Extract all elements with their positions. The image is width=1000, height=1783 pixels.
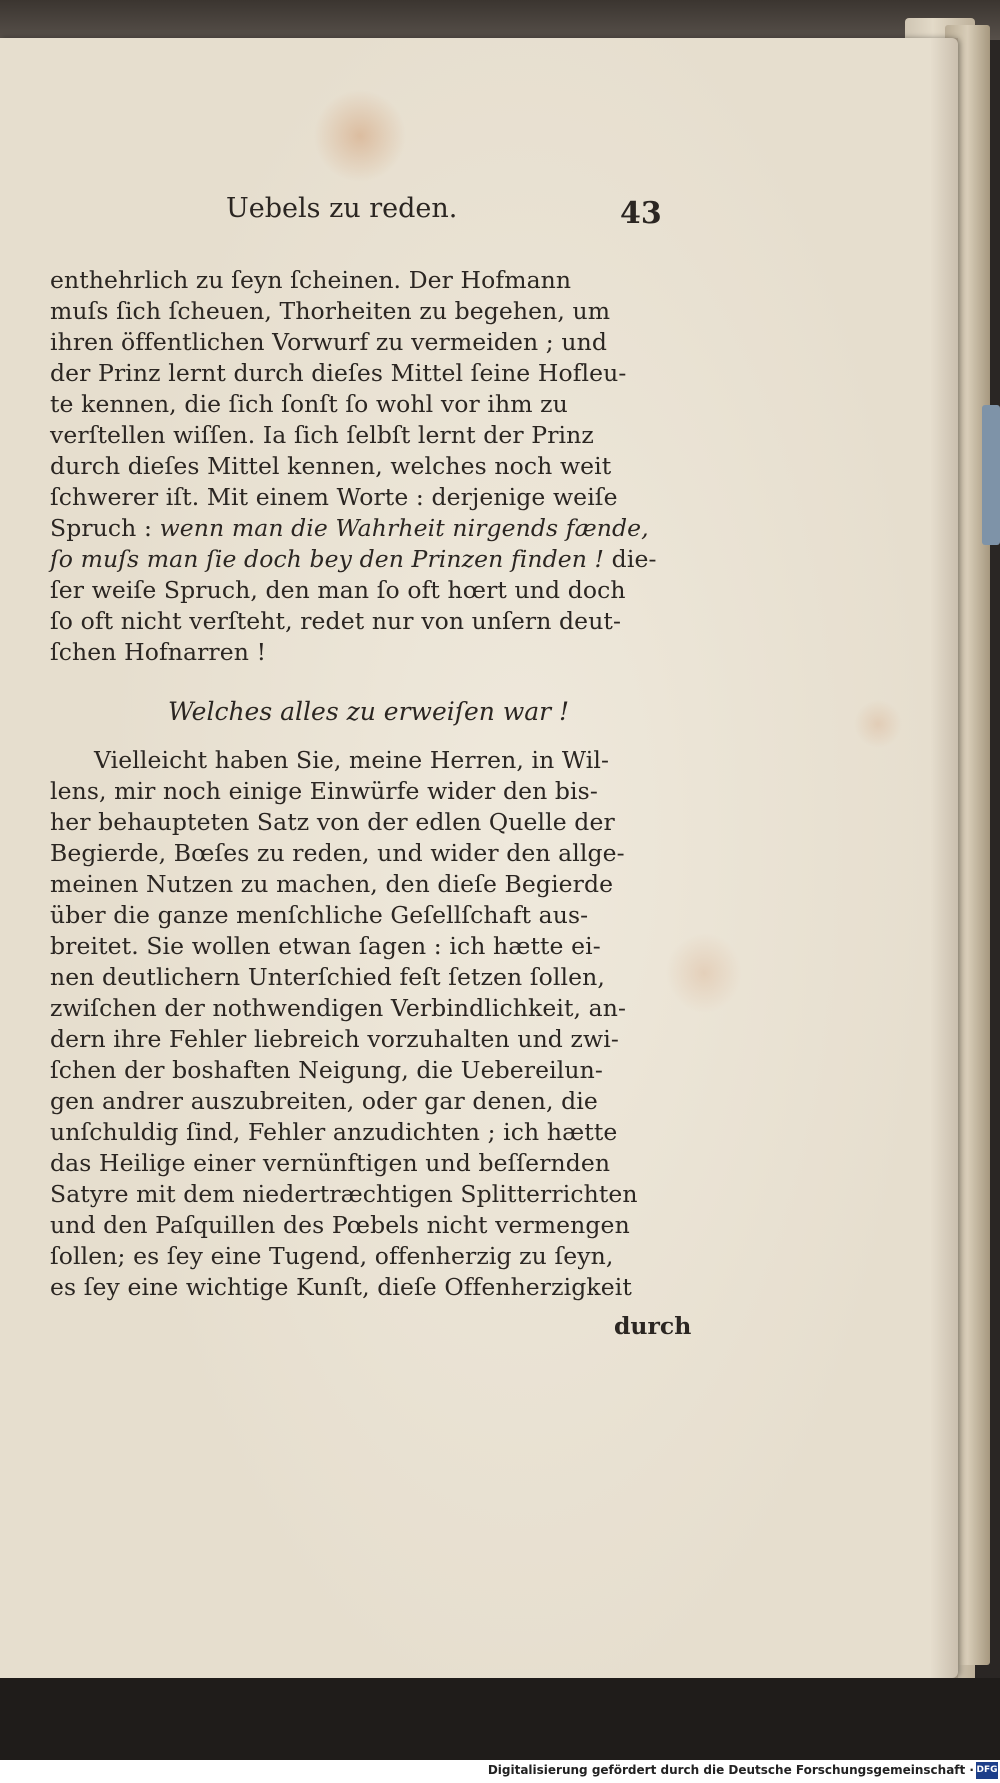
italic-quote: wenn man die Wahrheit nirgends fænde, — [159, 514, 649, 542]
background-top — [0, 0, 1000, 40]
binding-fragment — [982, 405, 1000, 545]
text-line: verſtellen wiſſen. Ia ſich ſelbſt lernt der Prinz — [50, 421, 594, 449]
text-line: breitet. Sie wollen etwan ſagen : ich hætte ei- — [50, 932, 601, 960]
text-line: Vielleicht haben Sie, meine Herren, in Wil- — [94, 746, 610, 774]
text-line: Satyre mit dem niedertræchtigen Splitterrichten — [50, 1180, 638, 1208]
text-line: Begierde, Bœſes zu reden, und wider den allge- — [50, 839, 625, 867]
text-line: über die ganze menſchliche Geſellſchaft aus- — [50, 901, 589, 929]
catchword: durch — [614, 1312, 692, 1340]
text-line: dern ihre Fehler liebreich vorzuhalten und zwi- — [50, 1025, 619, 1053]
text-run: Spruch : — [50, 514, 160, 542]
text-line: ſer weiſe Spruch, den man ſo oft hœrt und doch — [50, 576, 626, 604]
text-line: unſchuldig ſind, Fehler anzudichten ; ich hætte — [50, 1118, 618, 1146]
text-line: ſollen; es ſey eine Tugend, offenherzig zu ſeyn, — [50, 1242, 614, 1270]
text-line: es ſey eine wichtige Kunſt, dieſe Offenherzigkeit — [50, 1273, 632, 1301]
text-line: ſo oft nicht verſteht, redet nur von unſern deut- — [50, 607, 622, 635]
footer-credit: Digitalisierung gefördert durch die Deutsche Forschungsgemeinschaft · — [487, 1763, 974, 1777]
text-run: die- — [604, 545, 657, 573]
page-shadow — [930, 38, 958, 1678]
text-line: her behaupteten Satz von der edlen Quelle der — [50, 808, 615, 836]
text-line — [50, 514, 649, 542]
text-line: muſs ſich ſcheuen, Thorheiten zu begehen, um — [50, 297, 611, 325]
text-line: das Heilige einer vernünftigen und beſſernden — [50, 1149, 611, 1177]
italic-quote: ſo muſs man ſie doch bey den Prinzen finden ! — [50, 545, 605, 573]
text-line: zwiſchen der nothwendigen Verbindlichkeit, an- — [50, 994, 627, 1022]
text-line: nen deutlichern Unterſchied feſt ſetzen ſollen, — [50, 963, 605, 991]
section-heading: Welches alles zu erweiſen war ! — [168, 697, 570, 726]
text-line: meinen Nutzen zu machen, den dieſe Begierde — [50, 870, 614, 898]
text-line: te kennen, die ſich ſonſt ſo wohl vor ihm zu — [50, 390, 568, 418]
dfg-logo-icon: DFG — [976, 1762, 998, 1779]
text-line: ſchen Hofnarren ! — [50, 638, 267, 666]
text-line: ihren öffentlichen Vorwurf zu vermeiden ; und — [50, 328, 607, 356]
text-line: der Prinz lernt durch dieſes Mittel ſeine Hofleu- — [50, 359, 627, 387]
text-line: gen andrer auszubreiten, oder gar denen, die — [50, 1087, 598, 1115]
text-line: enthehrlich zu ſeyn ſcheinen. Der Hofmann — [50, 266, 572, 294]
text-line: und den Paſquillen des Pœbels nicht vermengen — [50, 1211, 630, 1239]
text-line: ſchen der boshaften Neigung, die Uebereilun- — [50, 1056, 603, 1084]
text-line — [50, 545, 657, 573]
text-line: durch dieſes Mittel kennen, welches noch weit — [50, 452, 612, 480]
text-line: ſchwerer iſt. Mit einem Worte : derjenige weiſe — [50, 483, 618, 511]
text-line: lens, mir noch einige Einwürfe wider den bis- — [50, 777, 598, 805]
running-head: Uebels zu reden. — [226, 193, 458, 224]
page-number: 43 — [620, 196, 662, 231]
